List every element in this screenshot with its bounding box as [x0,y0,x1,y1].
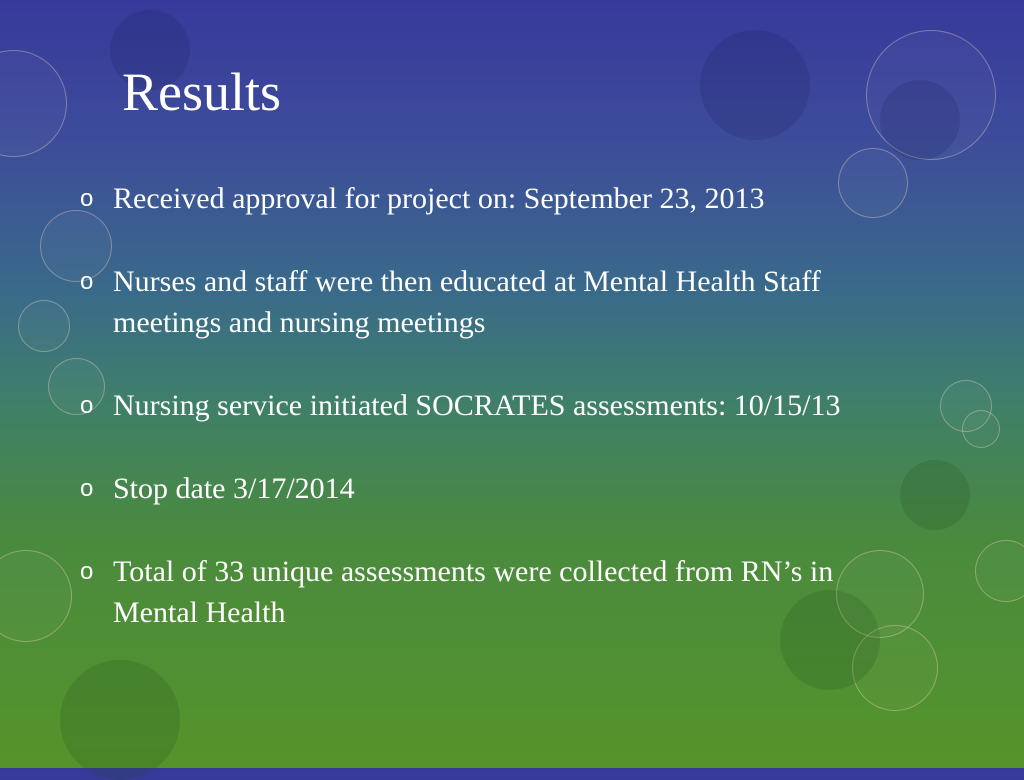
bullet-item [80,385,900,426]
bokeh-blob [60,660,180,780]
bullet-text: Nurses and staff were then educated at Mental Health Staff meetings and nursing meetings [113,265,821,339]
bullet-circle-icon: o [80,185,94,212]
bokeh-blob [700,30,810,140]
bokeh-circle [18,300,70,352]
bokeh-circle [962,410,1000,448]
bokeh-blob [900,460,970,530]
slide-title: Results [122,62,282,122]
bullet-item [80,261,900,343]
bullet-text: Nursing service initiated SOCRATES assessments: 10/15/13 [113,389,841,422]
bokeh-blob [880,80,960,160]
bokeh-circle [975,540,1024,602]
bokeh-circle [0,550,72,642]
bullet-circle-icon: o [80,392,94,419]
bullet-circle-icon: o [80,475,94,502]
bullet-circle-icon: o [80,268,94,295]
bullet-text: Total of 33 unique assessments were collected from RN’s in Mental Health [113,555,834,629]
bullet-list [80,178,900,675]
bullet-circle-icon: o [80,558,94,585]
bullet-item [80,178,900,219]
bokeh-circle [0,50,67,157]
bullet-item [80,468,900,509]
bullet-item [80,551,900,633]
bullet-text: Received approval for project on: September 23, 2013 [113,182,765,215]
bullet-text: Stop date 3/17/2014 [113,472,355,505]
